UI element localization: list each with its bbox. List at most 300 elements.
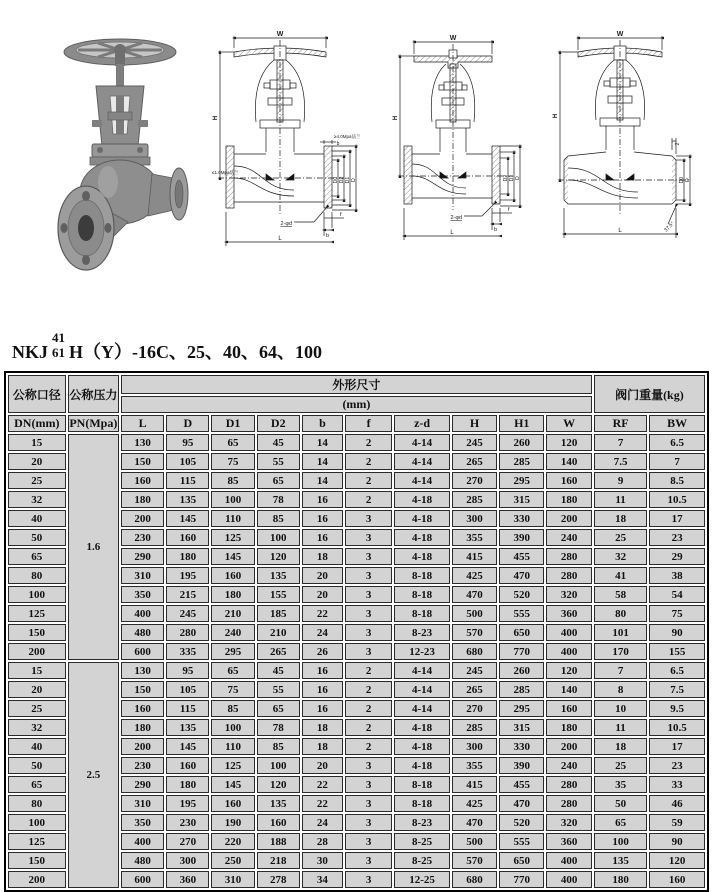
dim-cell: 245: [452, 434, 497, 451]
dim-cell: 41: [594, 567, 648, 584]
dim-label-l: L: [618, 228, 622, 234]
dim-cell: 130: [121, 434, 164, 451]
dim-cell: 360: [546, 833, 591, 850]
dim-label-d2: D2: [503, 174, 509, 182]
dim-label-f: f: [508, 207, 510, 213]
dim-cell: 17: [649, 510, 705, 527]
dim-cell: 145: [166, 510, 209, 527]
dn-cell: 25: [8, 472, 66, 489]
dim-cell: 8.5: [649, 472, 705, 489]
dim-cell: 650: [499, 624, 544, 641]
dim-label-d1: D1: [345, 176, 351, 184]
dim-cell: 195: [166, 795, 209, 812]
dim-cell: 230: [121, 529, 164, 546]
dim-cell: 4-18: [394, 719, 450, 736]
header-overall-dimensions: 外形尺寸: [121, 375, 592, 394]
dim-cell: 2: [345, 472, 392, 489]
dim-cell: 400: [121, 833, 164, 850]
model-title: [12, 331, 322, 361]
dim-cell: 3: [345, 757, 392, 774]
dim-cell: 200: [546, 738, 591, 755]
dim-cell: 120: [649, 852, 705, 869]
dim-cell: 390: [499, 529, 544, 546]
dn-cell: 20: [8, 453, 66, 470]
dim-label-2: 2: [675, 142, 681, 146]
dim-label-d0: D0: [333, 176, 339, 184]
dim-cell: 185: [257, 605, 300, 622]
dim-cell: 245: [452, 662, 497, 679]
dim-cell: 20: [302, 586, 343, 603]
dim-cell: 35: [594, 776, 648, 793]
dim-cell: 220: [211, 833, 254, 850]
dim-cell: 285: [499, 453, 544, 470]
dim-cell: 160: [211, 567, 254, 584]
dim-cell: 160: [121, 472, 164, 489]
dim-cell: 290: [121, 548, 164, 565]
dim-label-w: W: [449, 35, 457, 42]
dim-cell: 50: [594, 795, 648, 812]
dim-cell: 300: [166, 852, 209, 869]
dim-cell: 400: [546, 643, 591, 660]
dim-cell: 600: [121, 643, 164, 660]
dim-cell: 280: [546, 795, 591, 812]
dim-label-d: D: [685, 178, 691, 182]
dim-cell: 180: [166, 548, 209, 565]
dim-cell: 65: [257, 700, 300, 717]
dim-cell: 265: [257, 643, 300, 660]
dim-cell: 470: [452, 586, 497, 603]
dim-cell: 520: [499, 814, 544, 831]
dn-cell: 125: [8, 833, 66, 850]
dim-cell: 120: [257, 776, 300, 793]
dim-cell: 145: [211, 548, 254, 565]
dim-cell: 360: [546, 605, 591, 622]
dim-cell: 11: [594, 491, 648, 508]
dim-cell: 160: [546, 700, 591, 717]
dn-cell: 15: [8, 434, 66, 451]
dim-cell: 4-14: [394, 700, 450, 717]
dim-cell: 22: [302, 605, 343, 622]
dim-cell: 360: [166, 871, 209, 888]
dim-cell: 285: [452, 491, 497, 508]
bolt-holes-label: 2-φd: [280, 221, 292, 227]
dim-cell: 115: [166, 472, 209, 489]
globe-valve-photo: [40, 24, 192, 276]
header-col-W: W: [546, 415, 591, 432]
dim-cell: 180: [546, 719, 591, 736]
dim-cell: 30: [302, 852, 343, 869]
dim-cell: 290: [121, 776, 164, 793]
dim-cell: 330: [499, 738, 544, 755]
dn-cell: 100: [8, 586, 66, 603]
dim-cell: 570: [452, 852, 497, 869]
dim-cell: 23: [649, 529, 705, 546]
dim-cell: 24: [302, 624, 343, 641]
dim-cell: 3: [345, 795, 392, 812]
dim-cell: 25: [594, 529, 648, 546]
header-nominal-diameter: 公称口径: [8, 375, 66, 413]
dim-cell: 18: [302, 738, 343, 755]
dim-cell: 270: [452, 700, 497, 717]
header-nominal-pressure: 公称压力: [68, 375, 119, 413]
dim-cell: 520: [499, 586, 544, 603]
dim-cell: 10.5: [649, 719, 705, 736]
dim-cell: 4-14: [394, 681, 450, 698]
dn-cell: 200: [8, 871, 66, 888]
dim-cell: 3: [345, 567, 392, 584]
dim-cell: 2: [345, 434, 392, 451]
dim-label-d: D: [515, 176, 521, 180]
dim-cell: 11: [594, 719, 648, 736]
dim-cell: 470: [499, 567, 544, 584]
drawing-2-art: [392, 32, 532, 254]
dim-cell: 320: [546, 586, 591, 603]
dim-cell: 80: [594, 605, 648, 622]
dim-cell: 45: [257, 662, 300, 679]
dim-cell: 145: [166, 738, 209, 755]
dim-cell: 22: [302, 795, 343, 812]
header-valve-weight: 阀门重量(kg): [594, 375, 705, 413]
dim-cell: 3: [345, 548, 392, 565]
dim-cell: 180: [121, 491, 164, 508]
dn-cell: 65: [8, 548, 66, 565]
pn-cell: 2.5: [68, 662, 119, 888]
dim-label-d2: D2: [339, 176, 345, 184]
dim-cell: 8-18: [394, 567, 450, 584]
dim-cell: 29: [649, 548, 705, 565]
dim-label-l: L: [278, 236, 282, 242]
dim-cell: 16: [302, 700, 343, 717]
table-row: [8, 434, 705, 451]
dim-cell: 2: [345, 738, 392, 755]
dim-cell: 90: [649, 624, 705, 641]
dim-cell: 120: [257, 548, 300, 565]
dim-cell: 18: [302, 548, 343, 565]
dim-cell: 26: [302, 643, 343, 660]
dim-cell: 3: [345, 643, 392, 660]
dim-cell: 310: [121, 795, 164, 812]
dim-cell: 770: [499, 643, 544, 660]
dim-cell: 18: [302, 719, 343, 736]
dim-cell: 300: [452, 510, 497, 527]
dim-cell: 4-14: [394, 662, 450, 679]
dim-cell: 295: [499, 472, 544, 489]
dim-cell: 2: [345, 719, 392, 736]
dn-cell: 40: [8, 738, 66, 755]
dim-cell: 78: [257, 491, 300, 508]
header-dn-unit: DN(mm): [8, 415, 66, 432]
dim-cell: 265: [452, 681, 497, 698]
dim-cell: 278: [257, 871, 300, 888]
dim-cell: 100: [257, 529, 300, 546]
dim-cell: 455: [499, 776, 544, 793]
dim-cell: 160: [121, 700, 164, 717]
dim-cell: 280: [166, 624, 209, 641]
dim-cell: 65: [594, 814, 648, 831]
dim-cell: 500: [452, 605, 497, 622]
dim-cell: 480: [121, 852, 164, 869]
dim-cell: 280: [546, 548, 591, 565]
dim-cell: 280: [546, 567, 591, 584]
dim-cell: 20: [302, 757, 343, 774]
dim-cell: 100: [211, 719, 254, 736]
dn-cell: 150: [8, 624, 66, 641]
dim-cell: 425: [452, 567, 497, 584]
dim-cell: 140: [546, 681, 591, 698]
dim-cell: 180: [594, 871, 648, 888]
dim-cell: 4-18: [394, 738, 450, 755]
dim-cell: 350: [121, 586, 164, 603]
dim-cell: 285: [499, 681, 544, 698]
dim-cell: 8-23: [394, 624, 450, 641]
dim-cell: 10: [594, 700, 648, 717]
dim-cell: 390: [499, 757, 544, 774]
dim-cell: 34: [302, 871, 343, 888]
dim-cell: 270: [452, 472, 497, 489]
header-row-3: [8, 415, 705, 432]
dim-cell: 2: [345, 700, 392, 717]
dn-cell: 15: [8, 662, 66, 679]
dim-cell: 75: [649, 605, 705, 622]
dim-cell: 188: [257, 833, 300, 850]
dim-cell: 115: [166, 700, 209, 717]
dim-cell: 180: [211, 586, 254, 603]
dim-cell: 140: [546, 453, 591, 470]
header-col-D: D: [166, 415, 209, 432]
dim-cell: 25: [594, 757, 648, 774]
dim-cell: 310: [121, 567, 164, 584]
dn-cell: 20: [8, 681, 66, 698]
dn-cell: 32: [8, 719, 66, 736]
dim-cell: 4-18: [394, 491, 450, 508]
dim-cell: 24: [302, 814, 343, 831]
pn-cell: 1.6: [68, 434, 119, 660]
dim-cell: 101: [594, 624, 648, 641]
dim-cell: 355: [452, 529, 497, 546]
dim-label-h: H: [393, 115, 399, 121]
dim-cell: 10.5: [649, 491, 705, 508]
dim-cell: 240: [546, 529, 591, 546]
dim-cell: 150: [121, 681, 164, 698]
dim-cell: 295: [499, 700, 544, 717]
dim-label-b-top: b: [336, 141, 340, 147]
dim-cell: 110: [211, 738, 254, 755]
dim-cell: 200: [121, 510, 164, 527]
model-suffix: H（Y）-16C、25、40、64、100: [69, 341, 322, 362]
dim-cell: 135: [257, 567, 300, 584]
dim-cell: 8-25: [394, 852, 450, 869]
dim-cell: 8-23: [394, 814, 450, 831]
dim-cell: 218: [257, 852, 300, 869]
dim-label-d0: D0: [679, 176, 685, 184]
dim-cell: 16: [302, 529, 343, 546]
table-row: [8, 662, 705, 679]
dim-cell: 3: [345, 586, 392, 603]
dim-cell: 285: [452, 719, 497, 736]
dim-cell: 55: [257, 453, 300, 470]
dim-cell: 59: [649, 814, 705, 831]
dim-cell: 180: [546, 491, 591, 508]
dim-cell: 310: [211, 871, 254, 888]
dim-cell: 18: [594, 738, 648, 755]
dim-cell: 300: [452, 738, 497, 755]
dn-cell: 50: [8, 757, 66, 774]
dim-cell: 65: [257, 472, 300, 489]
dim-cell: 320: [546, 814, 591, 831]
spec-table-body: [8, 434, 705, 888]
bevel-angle-label: 37.5°: [663, 220, 676, 234]
dn-cell: 32: [8, 491, 66, 508]
dim-cell: 240: [211, 624, 254, 641]
header-col-RF: RF: [594, 415, 648, 432]
dim-cell: 330: [499, 510, 544, 527]
dim-cell: 3: [345, 833, 392, 850]
dim-cell: 470: [499, 795, 544, 812]
dim-label-b: b: [494, 227, 498, 233]
dim-label-w: W: [616, 31, 624, 38]
dim-cell: 90: [649, 833, 705, 850]
dim-cell: 16: [302, 662, 343, 679]
dim-cell: 155: [257, 586, 300, 603]
dim-cell: 125: [211, 757, 254, 774]
dim-cell: 3: [345, 624, 392, 641]
dim-cell: 190: [211, 814, 254, 831]
dn-cell: 65: [8, 776, 66, 793]
dim-cell: 400: [121, 605, 164, 622]
dim-cell: 3: [345, 510, 392, 527]
dim-cell: 100: [211, 491, 254, 508]
dim-label-f: f: [340, 212, 342, 218]
dim-cell: 4-14: [394, 472, 450, 489]
header-col-D1: D1: [211, 415, 254, 432]
dim-cell: 135: [166, 719, 209, 736]
dim-cell: 46: [649, 795, 705, 812]
dim-cell: 16: [302, 491, 343, 508]
drawing-1-art: [210, 28, 370, 260]
dim-cell: 2: [345, 453, 392, 470]
dim-cell: 38: [649, 567, 705, 584]
header-dimensions-unit: (mm): [121, 396, 592, 413]
dim-cell: 150: [121, 453, 164, 470]
dim-cell: 4-18: [394, 757, 450, 774]
dim-cell: 14: [302, 472, 343, 489]
dim-label-l: L: [450, 230, 454, 236]
dim-cell: 470: [452, 814, 497, 831]
dim-cell: 195: [166, 567, 209, 584]
dim-cell: 20: [302, 567, 343, 584]
dim-cell: 135: [594, 852, 648, 869]
dim-cell: 28: [302, 833, 343, 850]
dim-label-w: W: [276, 31, 284, 38]
drawing-3-art: [550, 28, 708, 252]
dim-cell: 135: [166, 491, 209, 508]
dim-cell: 500: [452, 833, 497, 850]
dim-cell: 16: [302, 681, 343, 698]
dim-cell: 32: [594, 548, 648, 565]
dim-cell: 78: [257, 719, 300, 736]
dim-cell: 8-18: [394, 605, 450, 622]
dim-cell: 14: [302, 453, 343, 470]
dim-cell: 4-18: [394, 510, 450, 527]
dim-cell: 22: [302, 776, 343, 793]
header-col-zd: z-d: [394, 415, 450, 432]
dim-cell: 54: [649, 586, 705, 603]
dim-cell: 3: [345, 776, 392, 793]
dim-cell: 6.5: [649, 434, 705, 451]
dim-cell: 260: [499, 662, 544, 679]
dim-cell: 75: [211, 453, 254, 470]
dim-cell: 265: [452, 453, 497, 470]
dim-cell: 17: [649, 738, 705, 755]
header-col-H1: H1: [499, 415, 544, 432]
dim-cell: 7: [594, 662, 648, 679]
dim-label-h: H: [213, 115, 219, 121]
dim-cell: 85: [257, 738, 300, 755]
dim-cell: 75: [211, 681, 254, 698]
dim-cell: 155: [649, 643, 705, 660]
dim-label-d: D: [351, 178, 357, 182]
model-number-stack: [52, 331, 65, 361]
dim-cell: 400: [546, 624, 591, 641]
dim-cell: 16: [302, 510, 343, 527]
dn-cell: 125: [8, 605, 66, 622]
globe-valve-photo-art: [40, 24, 192, 276]
dim-cell: 18: [594, 510, 648, 527]
dim-cell: 100: [594, 833, 648, 850]
dim-cell: 65: [211, 434, 254, 451]
dim-cell: 130: [121, 662, 164, 679]
model-number-top: 41: [52, 330, 65, 345]
dim-cell: 4-18: [394, 529, 450, 546]
dim-cell: 555: [499, 605, 544, 622]
dim-cell: 425: [452, 795, 497, 812]
dim-cell: 650: [499, 852, 544, 869]
dim-label-h: H: [553, 113, 559, 119]
dim-cell: 200: [546, 510, 591, 527]
dim-cell: 250: [211, 852, 254, 869]
drawing-flanged-valve-1: [210, 28, 370, 260]
dn-cell: 80: [8, 795, 66, 812]
note-high-pressure-flange: ≥4.0Mpa法兰: [334, 134, 361, 139]
dimension-table: [4, 371, 709, 892]
dim-cell: 135: [257, 795, 300, 812]
dim-cell: 315: [499, 491, 544, 508]
header-row-1: [8, 375, 705, 394]
dim-cell: 85: [211, 700, 254, 717]
dim-cell: 160: [211, 795, 254, 812]
dim-cell: 245: [166, 605, 209, 622]
dim-cell: 9: [594, 472, 648, 489]
dim-cell: 3: [345, 871, 392, 888]
dim-cell: 415: [452, 776, 497, 793]
dim-cell: 7: [649, 453, 705, 470]
dim-cell: 7.5: [594, 453, 648, 470]
dim-cell: 33: [649, 776, 705, 793]
dim-cell: 230: [166, 814, 209, 831]
dim-cell: 85: [211, 472, 254, 489]
dim-cell: 8-25: [394, 833, 450, 850]
dn-cell: 40: [8, 510, 66, 527]
dim-cell: 125: [211, 529, 254, 546]
dim-cell: 14: [302, 434, 343, 451]
dim-cell: 315: [499, 719, 544, 736]
model-prefix: NKJ: [12, 341, 48, 362]
dim-cell: 4-14: [394, 453, 450, 470]
dim-cell: 280: [546, 776, 591, 793]
dim-cell: 210: [257, 624, 300, 641]
header-col-f: f: [345, 415, 392, 432]
dim-label-d1: D1: [509, 174, 515, 182]
